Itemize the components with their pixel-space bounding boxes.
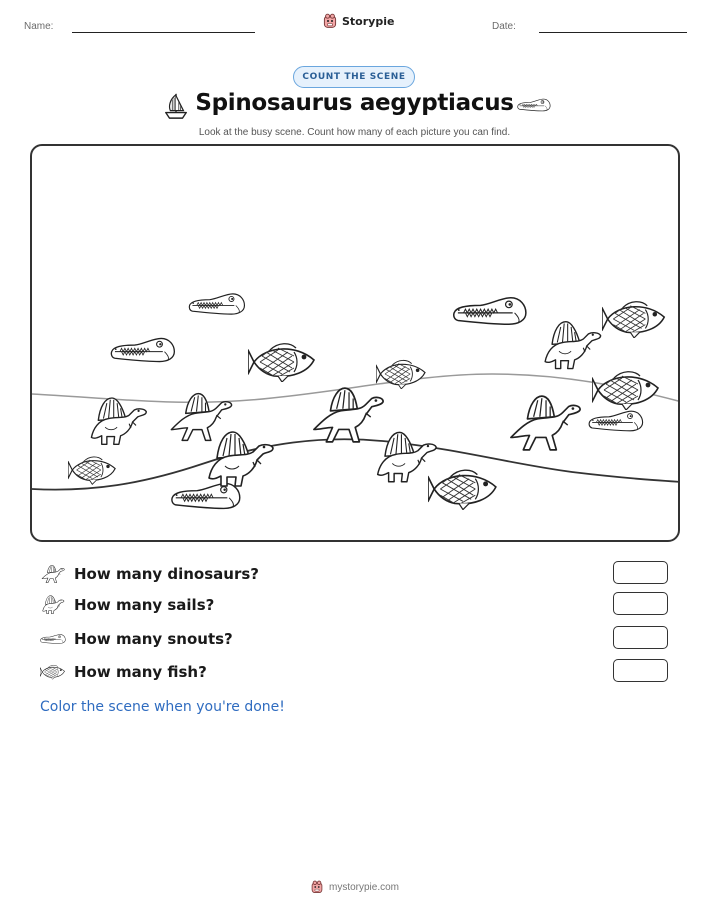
question-dinosaurs: [40, 561, 672, 587]
answer-box-dinosaurs[interactable]: [613, 561, 668, 584]
date-label: Date:: [492, 21, 516, 32]
page-title: Spinosaurus aegyptiacus: [195, 90, 514, 116]
sail-icon: [40, 595, 66, 615]
answer-box-sails[interactable]: [613, 592, 668, 615]
snout-1: [189, 294, 244, 314]
answer-box-snouts[interactable]: [613, 626, 668, 649]
brand-logo: [322, 13, 394, 29]
scene-illustration: [32, 146, 680, 542]
dinosaur-icon: [40, 564, 66, 584]
activity-badge: COUNT THE SCENE: [293, 66, 415, 88]
dino-1: [91, 398, 146, 444]
storypie-logo-icon: [322, 13, 338, 29]
name-label: Name:: [24, 21, 54, 32]
answer-box-fish[interactable]: [613, 659, 668, 682]
dino-2: [171, 394, 231, 441]
fish-2: [602, 302, 664, 338]
question-fish: [40, 659, 672, 685]
dino-7: [378, 432, 437, 481]
fish-3: [376, 360, 425, 388]
instructions: Look at the busy scene. Count how many of each picture you can find.: [198, 127, 511, 138]
count-scene: [30, 144, 680, 542]
question-text: How many dinosaurs?: [74, 565, 259, 583]
dino-5: [511, 396, 580, 450]
snout-icon: [40, 629, 66, 649]
question-text: How many fish?: [74, 663, 207, 681]
fish-4: [592, 372, 658, 410]
closing-note: Color the scene when you're done!: [40, 699, 285, 715]
date-line[interactable]: [539, 32, 687, 33]
fish-icon: [40, 662, 66, 682]
snout-5: [172, 484, 240, 509]
snout-3: [454, 298, 526, 324]
dino-3: [314, 388, 383, 442]
question-snouts: [40, 626, 672, 652]
fish-5: [68, 457, 115, 484]
name-line[interactable]: [72, 32, 255, 33]
page-footer: [0, 880, 709, 894]
question-text: How many sails?: [74, 596, 215, 614]
fish-6: [428, 470, 496, 509]
snout-icon: [517, 97, 551, 113]
footer-url[interactable]: mystorypie.com: [328, 881, 399, 893]
storypie-logo-icon: [310, 880, 324, 894]
snout-4: [589, 411, 642, 431]
question-sails: [40, 592, 672, 618]
snout-2: [111, 338, 174, 361]
fish-1: [248, 344, 314, 382]
brand-name: Storypie: [342, 14, 395, 28]
dino-4: [545, 322, 600, 369]
question-text: How many snouts?: [74, 630, 233, 648]
